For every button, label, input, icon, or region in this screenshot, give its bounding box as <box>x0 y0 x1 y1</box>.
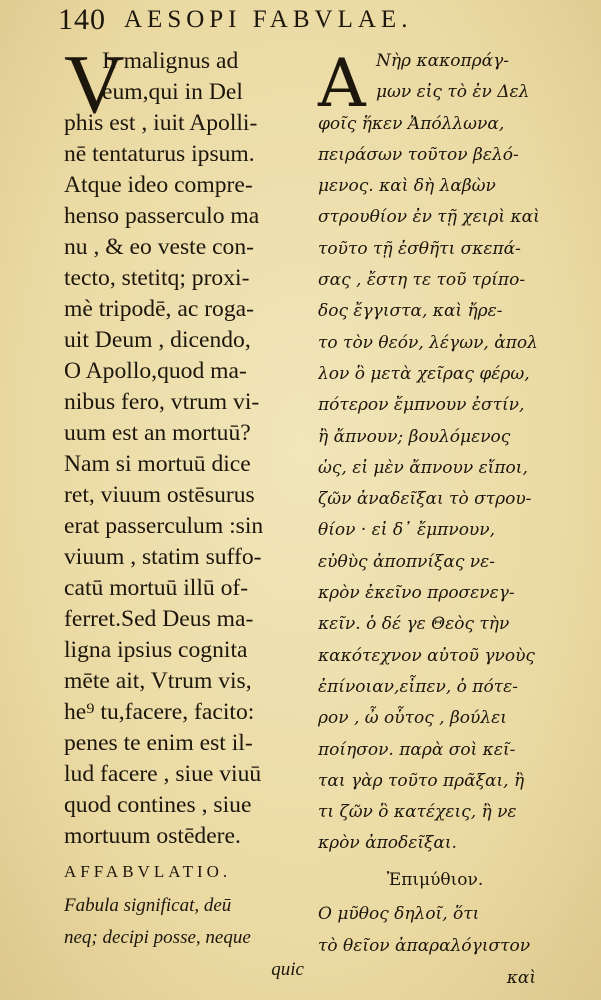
latin-catchword: quic <box>271 959 304 980</box>
greek-moral-line: τὸ θεῖον ἀπαραλόγιστον <box>318 935 531 956</box>
greek-line: κεῖν. ὁ δέ γε Θεὸς τὴν <box>318 614 510 635</box>
greek-line: θίον · εἰ δ᾽ ἔμπνουν, <box>318 520 495 541</box>
latin-drop-cap: V <box>64 38 125 131</box>
latin-line: eum,qui in Del <box>102 79 243 105</box>
greek-line: πότερον ἔμπνουν ἐστίν, <box>318 395 525 416</box>
latin-body <box>64 108 308 852</box>
greek-line: ὡς, εἰ μὲν ἄπνουν εἴποι, <box>318 457 528 478</box>
latin-line: O Apollo,quod ma- <box>64 358 247 384</box>
greek-line: ἐπίνοιαν,εἶπεν, ὁ πότε- <box>318 676 518 697</box>
greek-line: μων εἰς τὸ ἐν Δελ <box>376 82 530 103</box>
greek-line: κρὸν ἐκεῖνο προσενεγ- <box>318 583 515 604</box>
greek-line: ἢ ἄπνουν; βουλόμενος <box>318 426 511 447</box>
page-header <box>58 4 478 36</box>
latin-line: henso passerculo ma <box>64 203 260 229</box>
greek-line: ποίησον. παρὰ σοὶ κεῖ- <box>318 739 516 760</box>
greek-drop-cap: A <box>318 45 366 122</box>
latin-line: ret, viuum ostēsurus <box>64 482 255 508</box>
greek-line: ζῶν ἀναδεῖξαι τὸ στρου- <box>318 489 532 510</box>
latin-line: uit Deum , dicendo, <box>64 327 251 353</box>
latin-line: mè tripodē, ac roga- <box>64 296 254 322</box>
greek-line: δος ἔγγιστα, καὶ ἤρε- <box>318 301 503 322</box>
latin-line: Nam si mortuū dice <box>64 451 251 477</box>
greek-column <box>318 46 552 994</box>
latin-line: mēte ait, Vtrum vis, <box>64 668 252 694</box>
greek-line: το τὸν θεόν, λέγων, ἀπολ <box>318 332 538 353</box>
latin-moral-line: Fabula significat, deū <box>64 895 232 916</box>
page-number: 140 <box>58 3 106 36</box>
greek-line: στρουθίον ἐν τῇ χειρὶ καὶ <box>318 207 540 228</box>
greek-line: ται γὰρ τοῦτο πρᾶξαι, ἢ <box>318 770 525 791</box>
latin-line: he⁹ tu,facere, facito: <box>64 699 255 725</box>
greek-line: πειράσων τοῦτον βελό- <box>318 144 519 165</box>
latin-line: nē tentaturus ipsum. <box>64 141 255 167</box>
greek-line: ρον , ὦ οὗτος , βούλει <box>318 708 507 729</box>
latin-line: ferret.Sed Deus ma- <box>64 606 254 632</box>
latin-line: ligna ipsius cognita <box>64 637 248 663</box>
latin-line: catū mortuū illū of- <box>64 575 249 601</box>
latin-line: lud facere , siue viuū <box>64 761 262 787</box>
latin-line: erat passerculum :sin <box>64 513 264 539</box>
latin-line: mortuum ostēdere. <box>64 823 241 849</box>
latin-line: uum est an mortuū? <box>64 420 251 446</box>
greek-line: λον ὃ μετὰ χεῖρας φέρω, <box>318 363 530 384</box>
latin-section-title: AFFABVLATIO. <box>64 862 232 881</box>
greek-line: φοῖς ἥκεν Ἀπόλλωνα, <box>318 113 505 134</box>
greek-line: κακότεχνον αὐτοῦ γνοὺς <box>318 645 535 666</box>
greek-line: μενος. καὶ δὴ λαβὼν <box>318 176 496 197</box>
running-head: AESOPI FABVLAE. <box>124 6 413 33</box>
greek-body <box>318 109 552 860</box>
greek-line: Νὴρ κακοπράγ- <box>376 51 510 71</box>
latin-line: Atque ideo compre- <box>64 172 253 198</box>
latin-moral-line: neq; decipi posse, neque <box>64 927 251 948</box>
greek-line: εὐθὺς ἀποπνίξας νε- <box>318 551 495 572</box>
latin-line: phis est , iuit Apolli- <box>64 110 258 136</box>
greek-line: τοῦτο τῇ ἐσθῆτι σκεπά- <box>318 238 521 259</box>
greek-line: σας , ἔστη τε τοῦ τρίπο- <box>318 270 526 291</box>
greek-opening <box>318 45 552 122</box>
greek-section-title: Ἐπιμύθιον. <box>386 869 484 890</box>
greek-moral-line: Ο μῦθος δηλοῖ, ὅτι <box>318 903 480 924</box>
latin-line: tecto, stetitq; proxi- <box>64 265 250 291</box>
greek-catchword: καὶ <box>506 967 536 988</box>
latin-line: nu , & eo veste con- <box>64 234 255 260</box>
latin-line: quod contines , siue <box>64 792 252 818</box>
greek-line: κρὸν ἀποδεῖξαι. <box>318 833 457 854</box>
latin-line: Ir malignus ad <box>102 48 239 74</box>
greek-line: τι ζῶν ὃ κατέχεις, ἢ νε <box>318 802 517 823</box>
latin-line: penes te enim est il- <box>64 730 253 756</box>
latin-line: nibus fero, vtrum vi- <box>64 389 260 415</box>
latin-column <box>64 38 308 986</box>
latin-line: viuum , statim suffo- <box>64 544 262 570</box>
